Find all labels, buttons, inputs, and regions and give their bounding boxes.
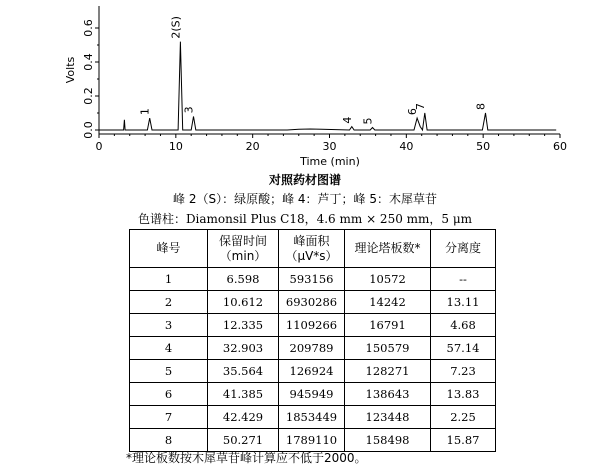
table-cell: 150579 — [345, 337, 431, 360]
peak-label: 8 — [474, 103, 488, 110]
peak-labels — [139, 16, 488, 124]
table-cell: 2 — [130, 291, 208, 314]
table-body — [130, 268, 496, 452]
table-cell: 6.598 — [208, 268, 279, 291]
table-cell: 35.564 — [208, 360, 279, 383]
x-tick-label: 40 — [399, 140, 414, 153]
table-cell: 10572 — [345, 268, 431, 291]
table-cell: 6 — [130, 383, 208, 406]
table-header-row — [130, 230, 496, 268]
table-cell: 4 — [130, 337, 208, 360]
y-tick-label: 0.6 — [82, 19, 95, 37]
table-cell: 14242 — [345, 291, 431, 314]
peak-label: 2(S) — [169, 16, 183, 39]
table-row — [130, 314, 496, 337]
table-cell: 57.14 — [431, 337, 496, 360]
table-cell: 209789 — [279, 337, 345, 360]
table-cell: 16791 — [345, 314, 431, 337]
table-cell: 2.25 — [431, 406, 496, 429]
x-tick-label: 20 — [245, 140, 260, 153]
table-row — [130, 360, 496, 383]
table-cell: 123448 — [345, 406, 431, 429]
table-row — [130, 291, 496, 314]
table-cell: 945949 — [279, 383, 345, 406]
table-cell: 41.385 — [208, 383, 279, 406]
figure-title: 对照药材图谱 — [268, 173, 341, 187]
peak-label: 1 — [138, 108, 152, 116]
table-row — [130, 406, 496, 429]
table-cell: 128271 — [345, 360, 431, 383]
table-row — [130, 383, 496, 406]
table-cell: 1109266 — [279, 314, 345, 337]
header-plates: 理论塔板数* — [345, 230, 431, 268]
table-cell: 6930286 — [279, 291, 345, 314]
table-cell: 7.23 — [431, 360, 496, 383]
table-cell: 15.87 — [431, 429, 496, 452]
peak-legend: 峰 2（S）：绿原酸；峰 4：芦丁；峰 5：木犀草苷 — [173, 192, 437, 206]
table-cell: 10.612 — [208, 291, 279, 314]
peak-label: 5 — [361, 117, 375, 125]
peak-table — [129, 229, 496, 452]
y-tick-label: 0.2 — [82, 87, 95, 105]
table-cell: 13.11 — [431, 291, 496, 314]
x-tick-label: 60 — [553, 140, 567, 153]
peak-label: 7 — [413, 103, 427, 110]
table-cell: 1 — [130, 268, 208, 291]
table-cell: 50.271 — [208, 429, 279, 452]
table-cell: 1789110 — [279, 429, 345, 452]
table-row — [130, 268, 496, 291]
peak-label: 4 — [340, 116, 354, 124]
chromatogram-chart — [0, 0, 610, 170]
table-cell: 13.83 — [431, 383, 496, 406]
table-cell: 42.429 — [208, 406, 279, 429]
table-cell: 138643 — [345, 383, 431, 406]
table-row — [130, 337, 496, 360]
y-tick-label: 0.0 — [82, 121, 95, 139]
x-tick-label: 10 — [168, 140, 183, 153]
table-cell: 7 — [130, 406, 208, 429]
table-cell: 593156 — [279, 268, 345, 291]
column-info: 色谱柱：Diamonsil Plus C18，4.6 mm × 250 mm，5 μm — [137, 212, 473, 226]
peak-label: 3 — [182, 106, 196, 114]
y-axis-label: Volts — [64, 56, 77, 84]
header-peak-area: 峰面积 （μV*s） — [279, 230, 345, 268]
x-tick-label: 50 — [476, 140, 491, 153]
header-resolution: 分离度 — [431, 230, 496, 268]
peak-label: 6 — [406, 108, 420, 116]
x-tick-label: 30 — [322, 140, 337, 153]
x-axis-ticks — [96, 134, 568, 153]
table-cell: 12.335 — [208, 314, 279, 337]
table-cell: 5 — [130, 360, 208, 383]
x-tick-label: 0 — [95, 140, 103, 153]
x-axis-label: Time (min) — [300, 155, 360, 168]
table-cell: 4.68 — [431, 314, 496, 337]
table-cell: -- — [431, 268, 496, 291]
table-cell: 1853449 — [279, 406, 345, 429]
y-axis-ticks — [82, 19, 99, 139]
header-peak-no: 峰号 — [130, 230, 208, 268]
footnote: *理论板数按木犀草苷峰计算应不低于2000。 — [126, 451, 367, 465]
table-cell: 32.903 — [208, 337, 279, 360]
axis-frame — [99, 6, 560, 134]
table-cell: 126924 — [279, 360, 345, 383]
table-cell: 158498 — [345, 429, 431, 452]
y-tick-label: 0.4 — [82, 53, 95, 71]
header-retention-time: 保留时间 （min） — [208, 230, 279, 268]
table-cell: 8 — [130, 429, 208, 452]
table-cell: 3 — [130, 314, 208, 337]
chromatogram-trace — [99, 42, 556, 130]
